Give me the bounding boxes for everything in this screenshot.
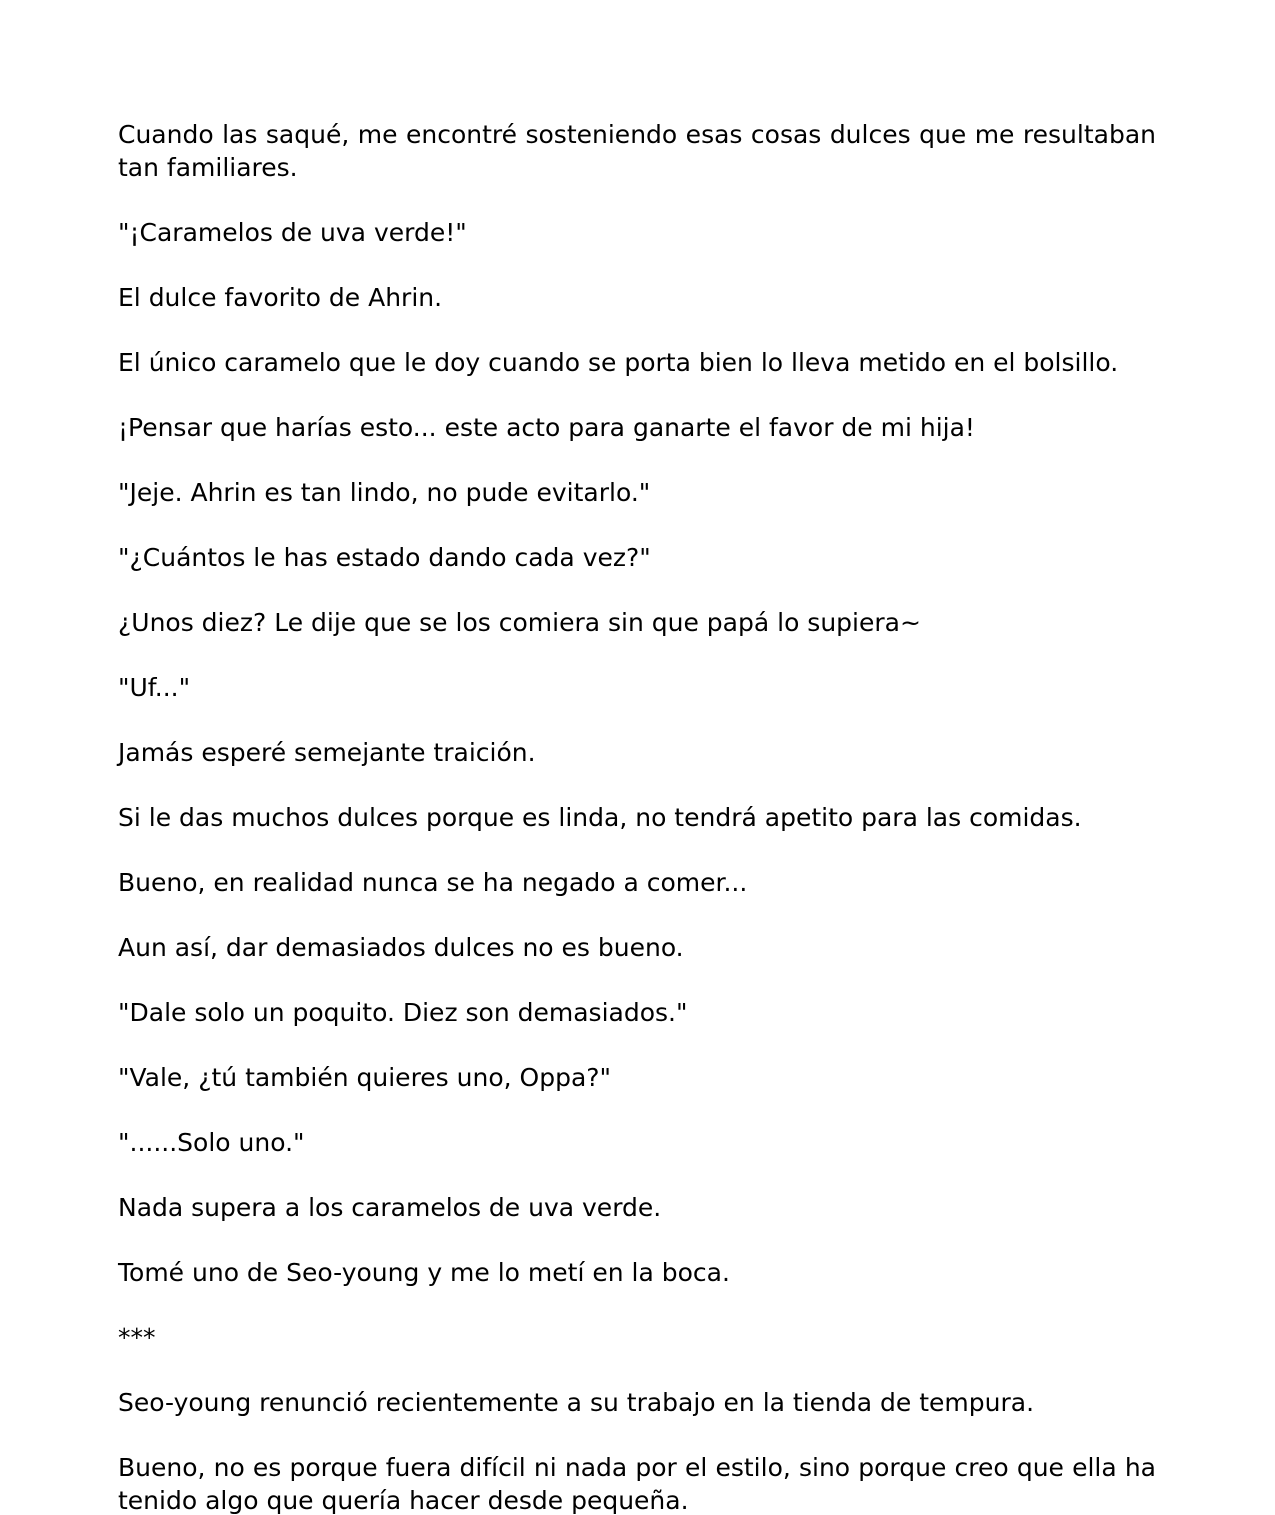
paragraph: Tomé uno de Seo-young y me lo metí en la boca. — [118, 1258, 730, 1287]
paragraph: Jamás esperé semejante traición. — [118, 738, 536, 767]
paragraph: Cuando las saqué, me encontré sosteniendo esas cosas dulces que me resultaban tan familiares. — [118, 120, 1156, 182]
paragraph: ¿Unos diez? Le dije que se los comiera sin que papá lo supiera~ — [118, 608, 921, 637]
paragraph: "¡Caramelos de uva verde!" — [118, 218, 467, 247]
paragraph: Bueno, en realidad nunca se ha negado a comer... — [118, 868, 748, 897]
paragraph: Nada supera a los caramelos de uva verde. — [118, 1193, 662, 1222]
section-break: *** — [118, 1323, 156, 1352]
paragraph: El dulce favorito de Ahrin. — [118, 283, 443, 312]
paragraph: "......Solo uno." — [118, 1128, 305, 1157]
paragraph: "Jeje. Ahrin es tan lindo, no pude evitarlo." — [118, 478, 651, 507]
paragraph: Aun así, dar demasiados dulces no es bueno. — [118, 933, 684, 962]
paragraph: Si le das muchos dulces porque es linda, no tendrá apetito para las comidas. — [118, 803, 1082, 832]
paragraph: "Uf..." — [118, 673, 191, 702]
document-body — [118, 118, 1156, 1515]
paragraph: Seo-young renunció recientemente a su trabajo en la tienda de tempura. — [118, 1388, 1035, 1417]
paragraph: "¿Cuántos le has estado dando cada vez?" — [118, 543, 651, 572]
paragraph: El único caramelo que le doy cuando se porta bien lo lleva metido en el bolsillo. — [118, 348, 1119, 377]
paragraph: Bueno, no es porque fuera difícil ni nada por el estilo, sino porque creo que ella ha tenido algo que quería hacer desde pequeña. — [118, 1453, 1156, 1515]
paragraph: "Vale, ¿tú también quieres uno, Oppa?" — [118, 1063, 612, 1092]
paragraph: ¡Pensar que harías esto... este acto para ganarte el favor de mi hija! — [118, 413, 975, 442]
paragraph: "Dale solo un poquito. Diez son demasiados." — [118, 998, 688, 1027]
